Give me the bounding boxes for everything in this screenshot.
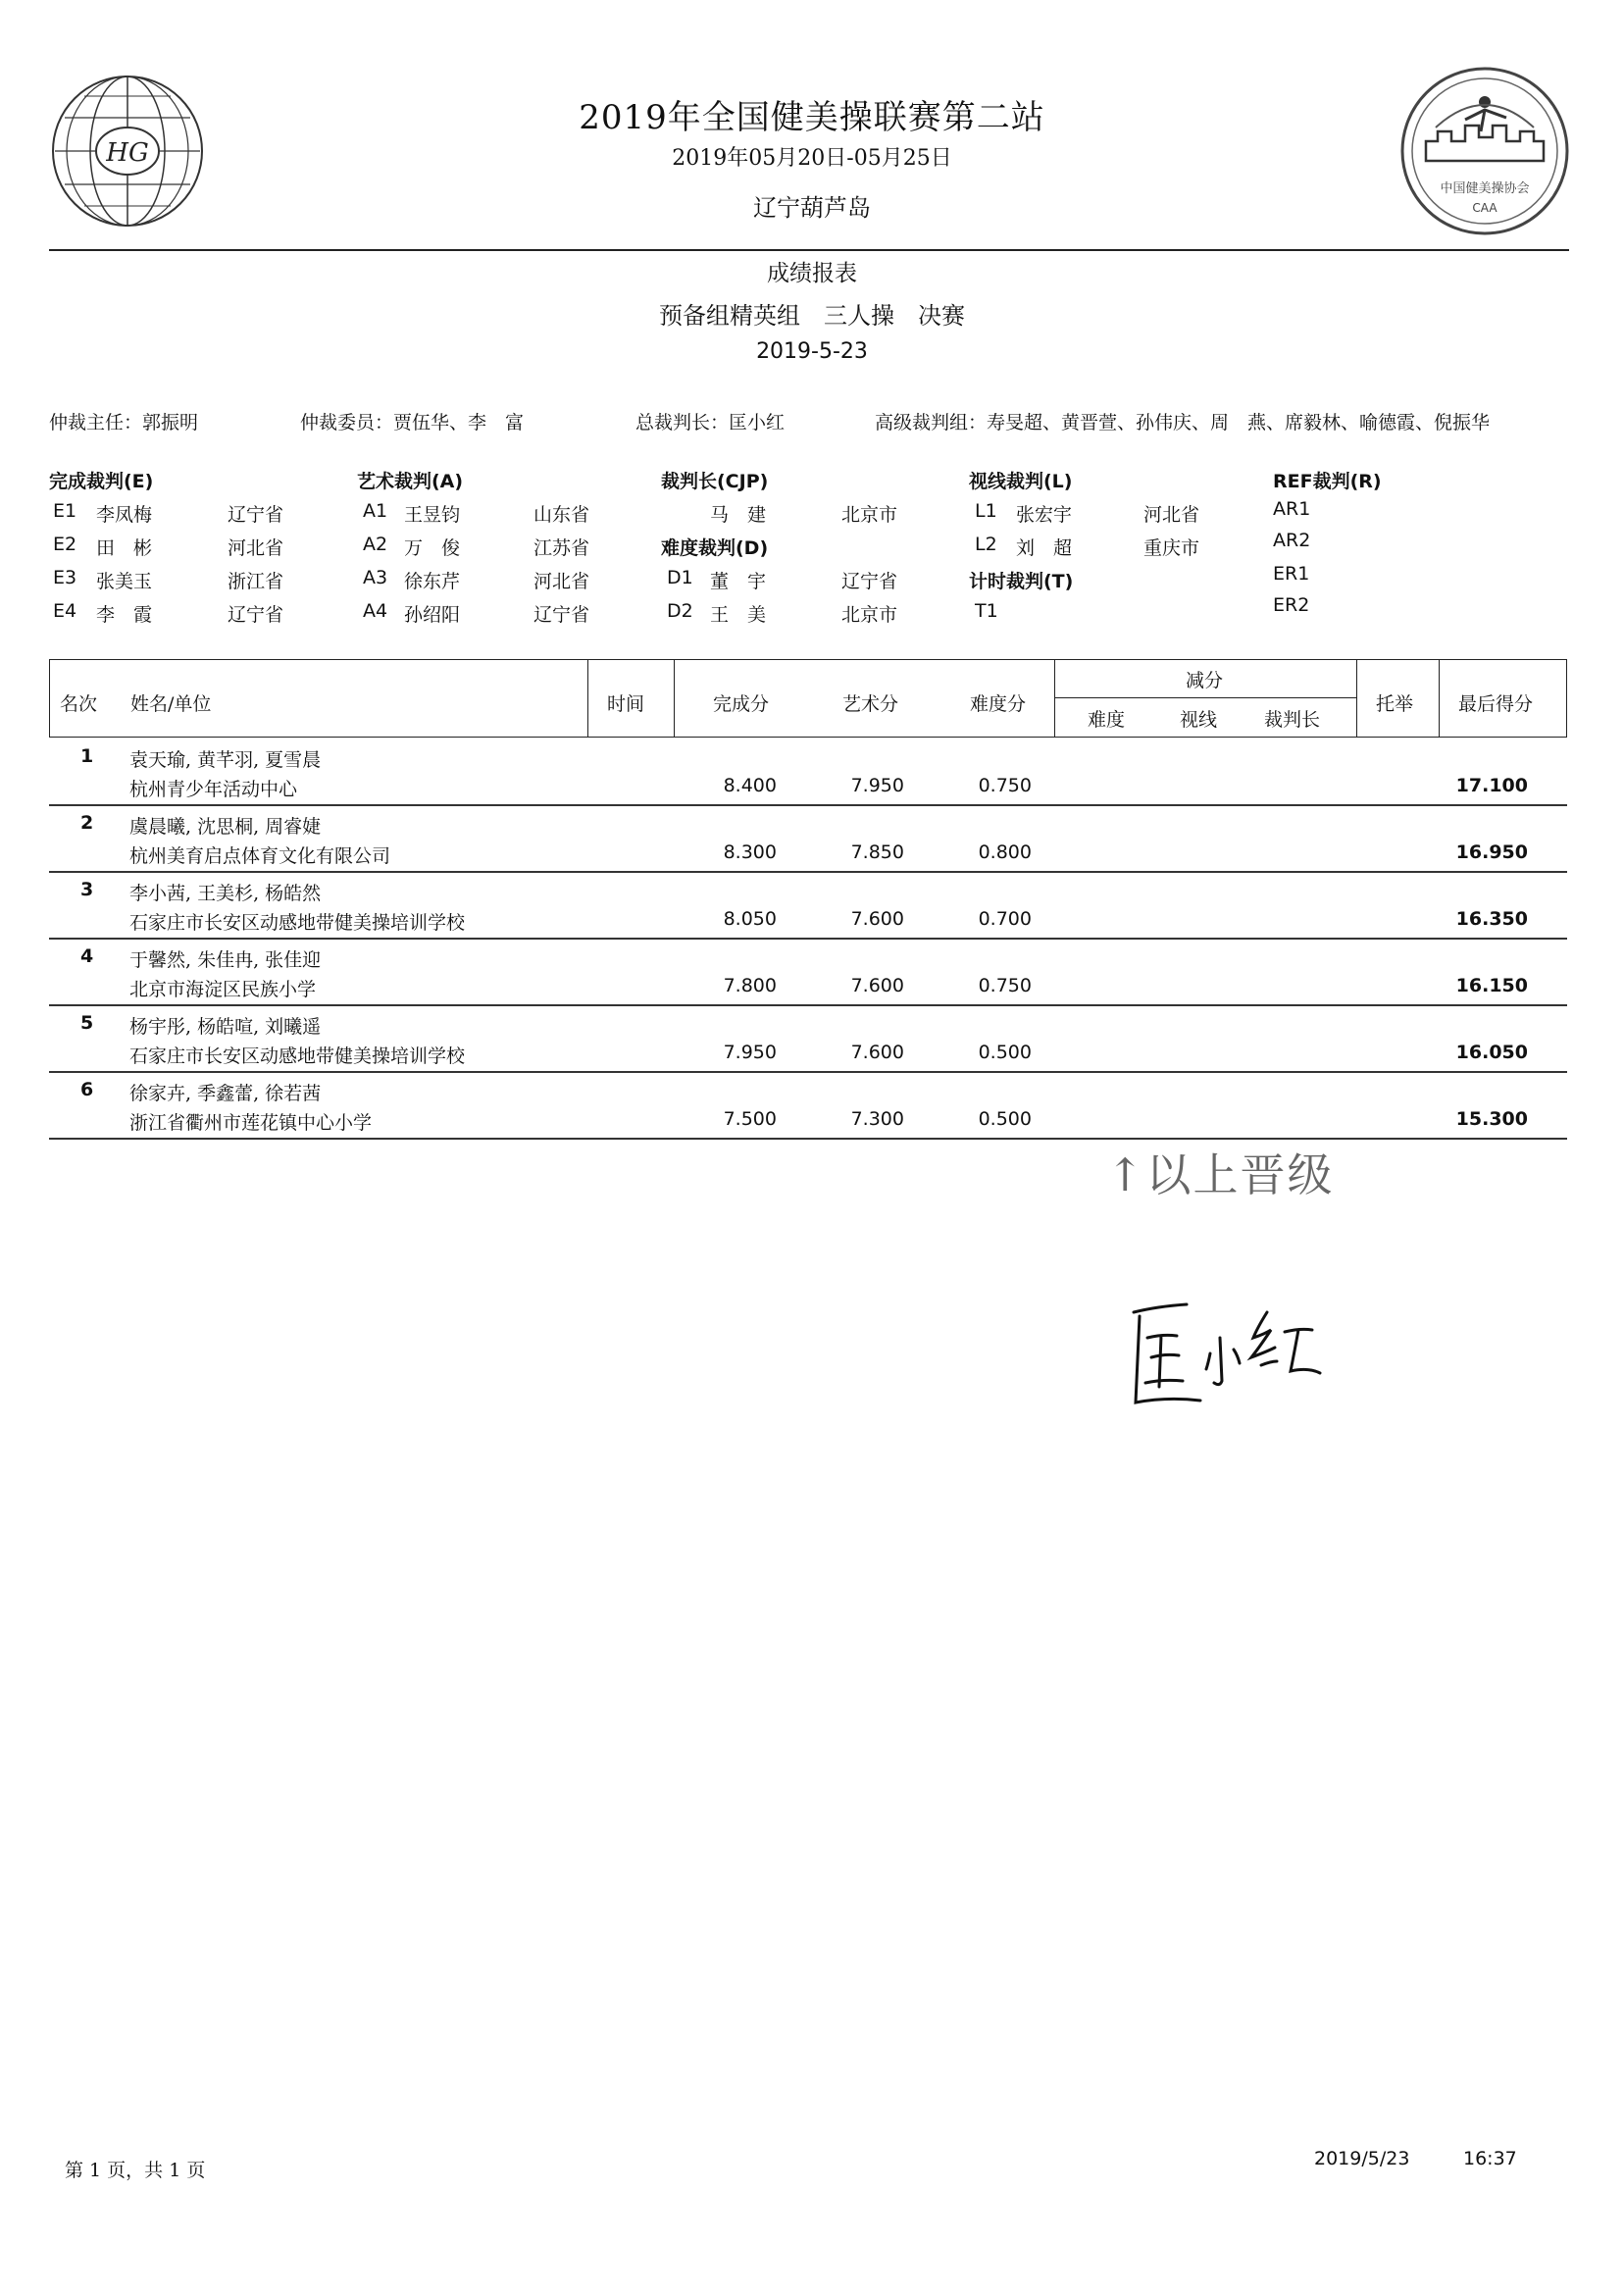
difficulty-judges-header: 难度裁判(D) bbox=[661, 537, 769, 559]
arbitration-members: 仲裁委员：贾伍华、李 富 bbox=[300, 412, 525, 433]
judge-name: 李 霞 bbox=[96, 604, 153, 626]
ref-judge-code: AR2 bbox=[1273, 530, 1311, 551]
signature-icon bbox=[1118, 1293, 1334, 1420]
artistic-judges-header: 艺术裁判(A) bbox=[357, 471, 464, 492]
ref-judge-code: AR1 bbox=[1273, 498, 1311, 520]
row-athletes: 李小茜, 王美杉, 杨皓然 bbox=[129, 883, 322, 904]
judge-code: T1 bbox=[975, 600, 998, 622]
judge-name: 王 美 bbox=[710, 604, 767, 626]
row-execution: 8.050 bbox=[723, 908, 777, 930]
row-final-score: 16.950 bbox=[1455, 841, 1528, 863]
judge-province: 河北省 bbox=[1143, 504, 1200, 526]
judge-name: 刘 超 bbox=[1016, 537, 1073, 559]
judge-province: 河北省 bbox=[533, 571, 590, 592]
row-artistic: 7.600 bbox=[850, 908, 904, 930]
row-final-score: 16.350 bbox=[1455, 908, 1528, 930]
row-execution: 8.300 bbox=[723, 841, 777, 863]
row-execution: 7.950 bbox=[723, 1042, 777, 1063]
judge-name: 王昱钧 bbox=[404, 504, 461, 526]
header-final: 最后得分 bbox=[1458, 693, 1534, 715]
cjp-province: 北京市 bbox=[841, 504, 898, 526]
up-arrow-icon: ↑ bbox=[1106, 1148, 1146, 1201]
judge-code: E2 bbox=[53, 534, 77, 555]
row-unit: 杭州青少年活动中心 bbox=[129, 779, 298, 800]
row-rank: 4 bbox=[80, 945, 94, 967]
judge-name: 张美玉 bbox=[96, 571, 153, 592]
row-rank: 2 bbox=[80, 812, 94, 834]
row-unit: 北京市海淀区民族小学 bbox=[129, 979, 317, 1000]
row-athletes: 于馨然, 朱佳冉, 张佳迎 bbox=[129, 949, 322, 971]
header-execution: 完成分 bbox=[713, 693, 770, 715]
row-divider bbox=[49, 804, 1567, 806]
row-final-score: 16.150 bbox=[1455, 975, 1528, 996]
cjp-name: 马 建 bbox=[710, 504, 767, 526]
judge-province: 辽宁省 bbox=[228, 604, 284, 626]
row-rank: 6 bbox=[80, 1079, 94, 1100]
line-judges-header: 视线裁判(L) bbox=[969, 471, 1073, 492]
row-unit: 石家庄市长安区动感地带健美操培训学校 bbox=[129, 1045, 466, 1067]
row-divider bbox=[49, 1004, 1567, 1006]
row-artistic: 7.600 bbox=[850, 1042, 904, 1063]
row-difficulty: 0.750 bbox=[978, 775, 1032, 796]
header-divider bbox=[49, 249, 1569, 251]
judge-province: 浙江省 bbox=[228, 571, 284, 592]
svg-text:中国健美操协会: 中国健美操协会 bbox=[1440, 181, 1530, 196]
row-execution: 7.500 bbox=[723, 1108, 777, 1130]
arbitration-director: 仲裁主任：郭振明 bbox=[49, 412, 199, 433]
ref-judge-code: ER2 bbox=[1273, 594, 1310, 616]
ref-judges-header: REF裁判(R) bbox=[1273, 471, 1382, 492]
row-artistic: 7.300 bbox=[850, 1108, 904, 1130]
header-time: 时间 bbox=[607, 693, 645, 715]
promotion-note bbox=[1106, 1140, 1335, 1204]
page-number: 第 1 页，共 1 页 bbox=[65, 2160, 206, 2181]
timing-judges-header: 计时裁判(T) bbox=[969, 571, 1074, 592]
judge-code: E4 bbox=[53, 600, 77, 622]
judge-province: 辽宁省 bbox=[228, 504, 284, 526]
row-athletes: 虞晨曦, 沈思桐, 周睿婕 bbox=[129, 816, 322, 838]
row-divider bbox=[49, 1071, 1567, 1073]
judge-province: 重庆市 bbox=[1143, 537, 1200, 559]
svg-text:HG: HG bbox=[106, 138, 149, 168]
results-table-header bbox=[49, 659, 1567, 738]
row-unit: 浙江省衢州市莲花镇中心小学 bbox=[129, 1112, 373, 1134]
judge-province: 江苏省 bbox=[533, 537, 590, 559]
row-artistic: 7.950 bbox=[850, 775, 904, 796]
header-deduction: 减分 bbox=[1186, 670, 1224, 691]
judge-name: 万 俊 bbox=[404, 537, 461, 559]
judge-code: D1 bbox=[667, 567, 693, 588]
row-difficulty: 0.700 bbox=[978, 908, 1032, 930]
judge-code: A1 bbox=[363, 500, 388, 522]
row-rank: 3 bbox=[80, 879, 94, 900]
judge-code: D2 bbox=[667, 600, 693, 622]
row-difficulty: 0.800 bbox=[978, 841, 1032, 863]
svg-text:CAA: CAA bbox=[1472, 201, 1497, 215]
row-artistic: 7.850 bbox=[850, 841, 904, 863]
row-artistic: 7.600 bbox=[850, 975, 904, 996]
judge-code: A4 bbox=[363, 600, 388, 622]
judge-name: 董 宇 bbox=[710, 571, 767, 592]
header-ded-line: 视线 bbox=[1180, 709, 1218, 731]
judge-code: A3 bbox=[363, 567, 388, 588]
competition-venue: 辽宁葫芦岛 bbox=[753, 194, 871, 222]
judge-province: 辽宁省 bbox=[841, 571, 898, 592]
row-athletes: 袁天瑜, 黄芊羽, 夏雪晨 bbox=[129, 749, 322, 771]
row-unit: 杭州美育启点体育文化有限公司 bbox=[129, 845, 391, 867]
row-final-score: 15.300 bbox=[1455, 1108, 1528, 1130]
row-divider bbox=[49, 938, 1567, 940]
row-final-score: 16.050 bbox=[1455, 1042, 1528, 1063]
report-date: 2019-5-23 bbox=[756, 339, 868, 364]
report-title: 成绩报表 bbox=[767, 261, 857, 286]
chief-judge: 总裁判长：匡小红 bbox=[635, 412, 786, 433]
row-difficulty: 0.500 bbox=[978, 1108, 1032, 1130]
judge-code: L1 bbox=[975, 500, 997, 522]
senior-judge-panel: 高级裁判组：寿旻超、黄晋萱、孙伟庆、周 燕、席毅林、喻德霞、倪振华 bbox=[875, 412, 1491, 433]
header-difficulty: 难度分 bbox=[970, 693, 1027, 715]
header-name-unit: 姓名/单位 bbox=[130, 693, 212, 715]
row-athletes: 徐家卉, 季鑫蕾, 徐若茜 bbox=[129, 1083, 322, 1104]
judge-province: 北京市 bbox=[841, 604, 898, 626]
header-lift: 托举 bbox=[1376, 693, 1414, 715]
judge-name: 田 彬 bbox=[96, 537, 153, 559]
row-rank: 1 bbox=[80, 745, 94, 767]
row-execution: 8.400 bbox=[723, 775, 777, 796]
cjp-header: 裁判长(CJP) bbox=[661, 471, 769, 492]
competition-dates: 2019年05月20日-05月25日 bbox=[672, 146, 952, 171]
judge-province: 辽宁省 bbox=[533, 604, 590, 626]
row-athletes: 杨宇彤, 杨皓喧, 刘曦遥 bbox=[129, 1016, 322, 1038]
header-ded-difficulty: 难度 bbox=[1088, 709, 1126, 731]
judge-province: 山东省 bbox=[533, 504, 590, 526]
judge-code: A2 bbox=[363, 534, 388, 555]
judge-name: 张宏宇 bbox=[1016, 504, 1073, 526]
row-difficulty: 0.500 bbox=[978, 1042, 1032, 1063]
row-difficulty: 0.750 bbox=[978, 975, 1032, 996]
row-final-score: 17.100 bbox=[1455, 775, 1528, 796]
row-divider bbox=[49, 871, 1567, 873]
judge-province: 河北省 bbox=[228, 537, 284, 559]
promotion-text: 以上晋级 bbox=[1145, 1148, 1335, 1201]
group-event-title: 预备组精英组 三人操 决赛 bbox=[659, 302, 965, 330]
competition-title: 2019年全国健美操联赛第二站 bbox=[579, 98, 1045, 137]
row-divider bbox=[49, 1138, 1567, 1140]
row-unit: 石家庄市长安区动感地带健美操培训学校 bbox=[129, 912, 466, 934]
judge-name: 李凤梅 bbox=[96, 504, 153, 526]
header-artistic: 艺术分 bbox=[842, 693, 899, 715]
row-execution: 7.800 bbox=[723, 975, 777, 996]
print-time: 16:37 bbox=[1463, 2148, 1517, 2169]
ref-judge-code: ER1 bbox=[1273, 563, 1310, 585]
execution-judges-header: 完成裁判(E) bbox=[49, 471, 154, 492]
judge-code: E3 bbox=[53, 567, 77, 588]
header-ded-cjp: 裁判长 bbox=[1264, 709, 1321, 731]
print-date: 2019/5/23 bbox=[1314, 2148, 1410, 2169]
judge-name: 徐东芹 bbox=[404, 571, 461, 592]
row-rank: 5 bbox=[80, 1012, 94, 1034]
judge-code: L2 bbox=[975, 534, 997, 555]
judge-code: E1 bbox=[53, 500, 77, 522]
header-rank: 名次 bbox=[60, 693, 98, 715]
judge-name: 孙绍阳 bbox=[404, 604, 461, 626]
